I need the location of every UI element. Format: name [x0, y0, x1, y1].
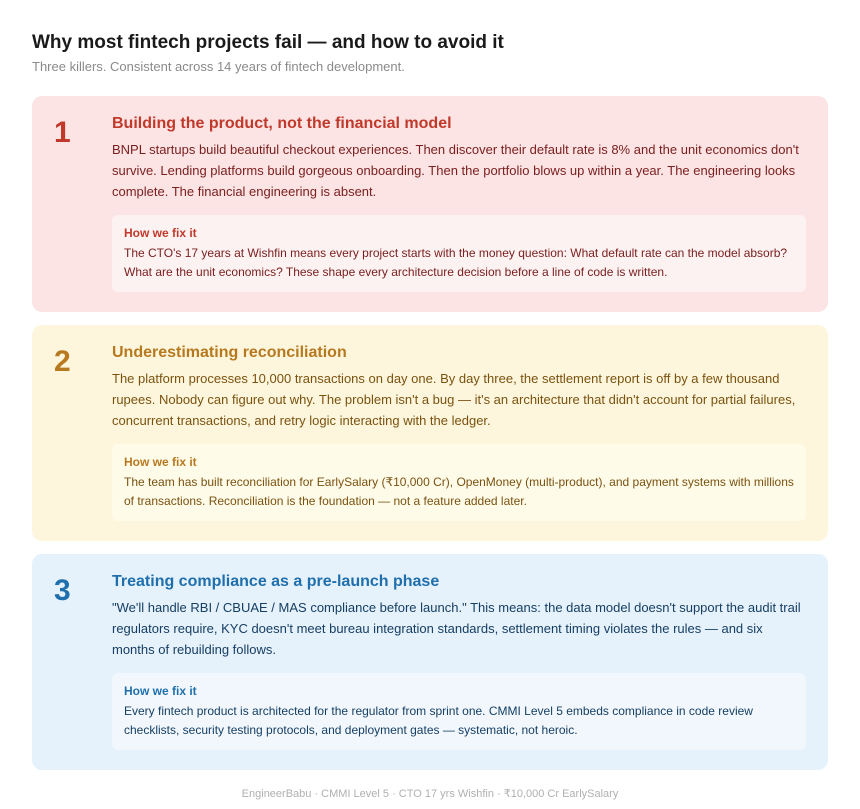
fix-box [112, 673, 806, 750]
footer: EngineerBabu · CMMI Level 5 · CTO 17 yrs Wishfin · ₹10,000 Cr EarlySalary [241, 788, 619, 800]
page-title: Why most fintech projects fail — and how to avoid it [32, 32, 504, 53]
fix-text: The CTO's 17 years at Wishfin means every project starts with the money question: What default rate can the model absorb? What are the unit economics? These shape every architecture decision before a line of code is written. [124, 246, 788, 279]
card-title: Treating compliance as a pre-launch phase [112, 573, 440, 590]
card-3 [32, 554, 828, 770]
card-body: "We'll handle RBI / CBUAE / MAS compliance before launch." This means: the data model doesn't support the audit trail regulators require, KYC doesn't meet bureau integration standards, settlement timing violates the rules — and six months of rebuilding follows. [112, 600, 801, 657]
fix-label: How we fix it [124, 455, 197, 469]
fix-box [112, 215, 806, 292]
fix-text: The team has built reconciliation for EarlySalary (₹10,000 Cr), OpenMoney (multi-product), and payment systems with millions of transactions. Reconciliation is the foundation — not a feature added later. [124, 475, 794, 508]
card-number: 3 [54, 574, 71, 607]
card-number: 2 [54, 345, 71, 378]
card-number: 1 [54, 116, 71, 149]
fix-label: How we fix it [124, 684, 197, 698]
fix-text: Every fintech product is architected for the regulator from sprint one. CMMI Level 5 embeds compliance in code review checklists, security testing protocols, and deployment gates — systematic, not heroic. [124, 704, 753, 737]
fix-box [112, 444, 806, 521]
card-title: Building the product, not the financial model [112, 115, 452, 132]
fix-label: How we fix it [124, 226, 197, 240]
card-title: Underestimating reconciliation [112, 344, 347, 361]
card-body: BNPL startups build beautiful checkout experiences. Then discover their default rate is 8% and the unit economics don't survive. Lending platforms build gorgeous onboarding. Then the portfolio blows up within a year. The engineering looks complete. The financial engineering is absent. [112, 142, 799, 199]
page-subtitle: Three killers. Consistent across 14 years of fintech development. [32, 59, 405, 74]
card-body: The platform processes 10,000 transactions on day one. By day three, the settlement report is off by a few thousand rupees. Nobody can figure out why. The problem isn't a bug — it's an architecture that didn't account for partial failures, concurrent transactions, and retry logic interacting with the ledger. [112, 371, 796, 428]
card-1 [32, 96, 828, 312]
cards-list [32, 96, 828, 770]
card-2 [32, 325, 828, 541]
